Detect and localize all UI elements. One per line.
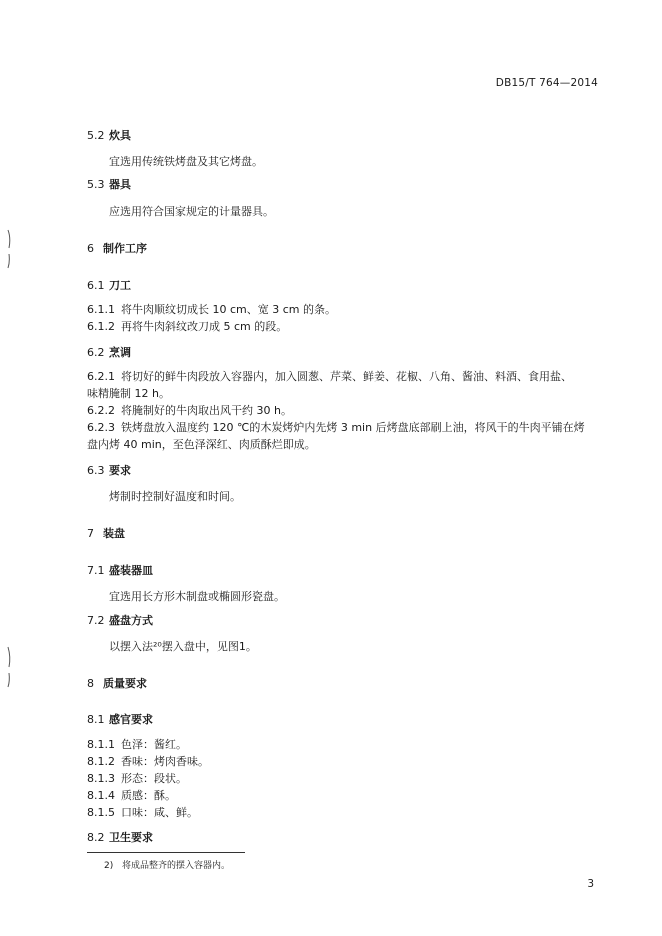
section-heading: 7.1 盛装器皿: [87, 564, 153, 577]
list-item: 6.2.3 铁烤盘放入温度约 120 ℃的木炭烤炉内先烤 3 min 后烤盘底部刷上油，将风干的牛肉平铺在烤: [87, 421, 585, 434]
document-id: DB15/T 764—2014: [495, 77, 598, 89]
list-item: 6.1.2 再将牛肉斜纹改刀成 5 cm 的段。: [87, 320, 288, 333]
list-item: 6.2.1 将切好的鲜牛肉段放入容器内，加入圆葱、芹菜、鲜姜、花椒、八角、酱油、料酒、食用盐、: [87, 370, 572, 383]
section-heading: 7.2 盛盘方式: [87, 614, 153, 627]
list-item-continuation: 味精腌制 12 h。: [87, 387, 170, 400]
chapter-heading: 7 装盘: [87, 527, 125, 540]
section-heading: 6.3 要求: [87, 464, 131, 477]
list-item: 8.1.4 质感：酥。: [87, 789, 176, 802]
scan-mark: [6, 228, 10, 270]
section-body: 以摆入法²⁰摆入盘中，见图1。: [109, 640, 257, 653]
section-heading: 5.2 炊具: [87, 129, 131, 142]
section-heading: 6.2 烹调: [87, 346, 131, 359]
section-heading: 8.1 感官要求: [87, 713, 153, 726]
section-body: 宜选用传统铁烤盘及其它烤盘。: [109, 155, 263, 168]
page-number: 3: [587, 878, 594, 890]
section-heading: 5.3 器具: [87, 178, 131, 191]
footnote-divider: [87, 852, 245, 853]
footnote: 2) 将成品整齐的摆入容器内。: [104, 861, 231, 871]
section-body: 烤制时控制好温度和时间。: [109, 490, 241, 503]
chapter-heading: 6 制作工序: [87, 242, 147, 255]
scan-mark: [6, 645, 10, 689]
list-item: 8.1.2 香味：烤肉香味。: [87, 755, 209, 768]
section-heading: 6.1 刀工: [87, 279, 131, 292]
list-item: 8.1.1 色泽：酱红。: [87, 738, 187, 751]
section-heading: 8.2 卫生要求: [87, 831, 153, 844]
list-item-continuation: 盘内烤 40 min，至色泽深红、肉质酥烂即成。: [87, 438, 316, 451]
list-item: 6.2.2 将腌制好的牛肉取出风干约 30 h。: [87, 404, 292, 417]
list-item: 8.1.3 形态：段状。: [87, 772, 187, 785]
chapter-heading: 8 质量要求: [87, 677, 147, 690]
list-item: 8.1.5 口味：咸、鲜。: [87, 806, 198, 819]
section-body: 应选用符合国家规定的计量器具。: [109, 205, 274, 218]
list-item: 6.1.1 将牛肉顺纹切成长 10 cm、宽 3 cm 的条。: [87, 303, 337, 316]
section-body: 宜选用长方形木制盘或椭圆形瓷盘。: [109, 590, 285, 603]
